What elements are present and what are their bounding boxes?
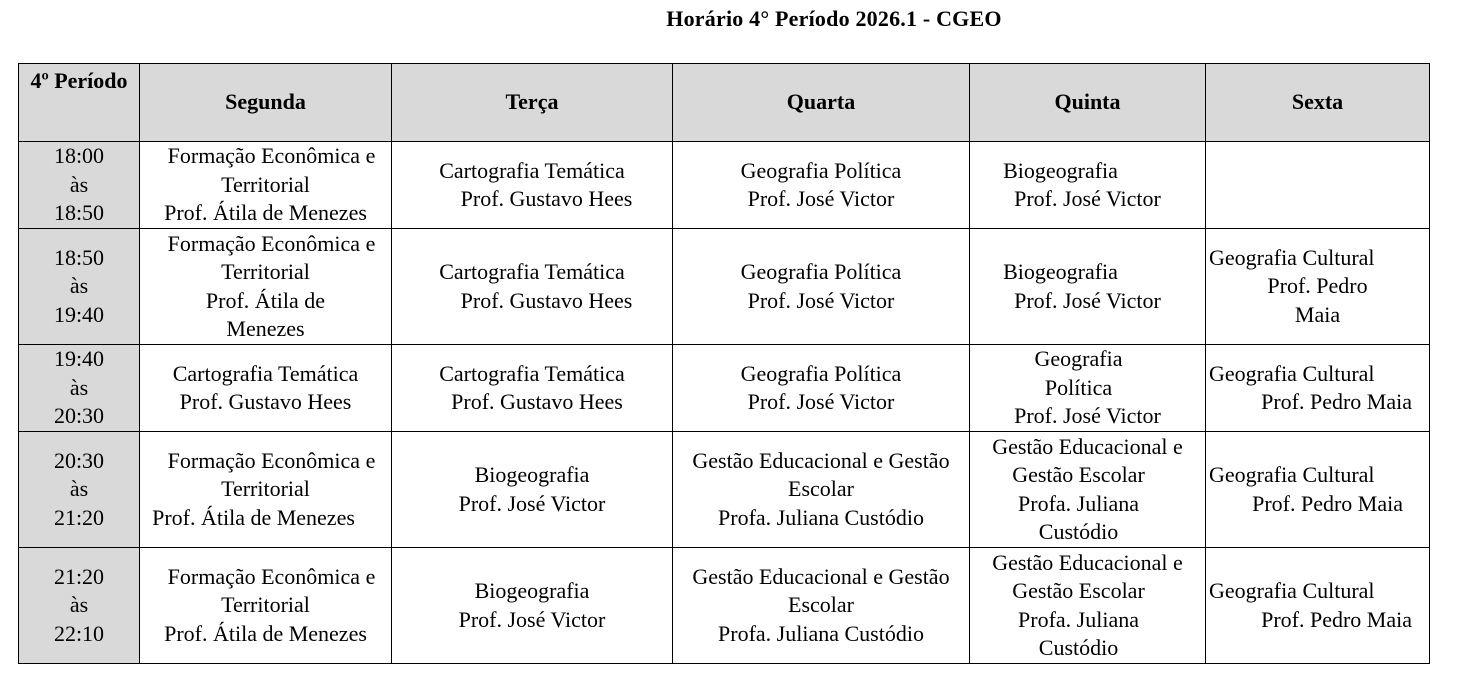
class-cell-terca: Cartografia Temática Prof. Gustavo Hees (392, 345, 673, 432)
class-cell-segunda: Formação Econômica e Territorial Prof. Átila de Menezes (140, 432, 392, 548)
class-cell-segunda: Formação Econômica e Territorial Prof. Átila de Menezes (140, 548, 392, 664)
class-cell-quinta: Gestão Educacional e Gestão Escolar Profa. Juliana Custódio (970, 432, 1206, 548)
class-cell-terca: Cartografia Temática Prof. Gustavo Hees (392, 142, 673, 229)
class-cell-quinta: Biogeografia Prof. José Victor (970, 229, 1206, 345)
period-header: 4º Período (19, 64, 140, 142)
class-cell-quarta: Geografia Política Prof. José Victor (673, 142, 970, 229)
class-cell-terca: Cartografia Temática Prof. Gustavo Hees (392, 229, 673, 345)
class-cell-quarta: Gestão Educacional e Gestão Escolar Profa. Juliana Custódio (673, 548, 970, 664)
table-row (19, 432, 1430, 548)
day-header-terca: Terça (392, 64, 673, 142)
class-cell-segunda: Formação Econômica e Territorial Prof. Átila de Menezes (140, 229, 392, 345)
class-cell-terca: Biogeografia Prof. José Victor (392, 432, 673, 548)
time-slot: 18:00 às 18:50 (19, 142, 140, 229)
table-row (19, 345, 1430, 432)
class-cell-quarta: Geografia Política Prof. José Victor (673, 345, 970, 432)
table-row (19, 142, 1430, 229)
day-header-segunda: Segunda (140, 64, 392, 142)
time-slot: 20:30 às 21:20 (19, 432, 140, 548)
class-cell-sexta: Geografia Cultural Prof. Pedro Maia (1206, 548, 1430, 664)
class-cell-segunda: Cartografia Temática Prof. Gustavo Hees (140, 345, 392, 432)
class-cell-sexta (1206, 142, 1430, 229)
class-cell-sexta: Geografia Cultural Prof. Pedro Maia (1206, 345, 1430, 432)
class-cell-quarta: Geografia Política Prof. José Victor (673, 229, 970, 345)
day-header-quinta: Quinta (970, 64, 1206, 142)
header-row (19, 64, 1430, 142)
table-row (19, 548, 1430, 664)
class-cell-quinta: Geografia Política Prof. José Victor (970, 345, 1206, 432)
day-header-quarta: Quarta (673, 64, 970, 142)
table-row (19, 229, 1430, 345)
class-cell-quarta: Gestão Educacional e Gestão Escolar Profa. Juliana Custódio (673, 432, 970, 548)
time-slot: 19:40 às 20:30 (19, 345, 140, 432)
schedule-table (18, 63, 1430, 664)
class-cell-segunda: Formação Econômica e Territorial Prof. Átila de Menezes (140, 142, 392, 229)
class-cell-quinta: Gestão Educacional e Gestão Escolar Profa. Juliana Custódio (970, 548, 1206, 664)
time-slot: 18:50 às 19:40 (19, 229, 140, 345)
day-header-sexta: Sexta (1206, 64, 1430, 142)
class-cell-quinta: Biogeografia Prof. José Victor (970, 142, 1206, 229)
class-cell-sexta: Geografia Cultural Prof. Pedro Maia (1206, 229, 1430, 345)
class-cell-sexta: Geografia Cultural Prof. Pedro Maia (1206, 432, 1430, 548)
time-slot: 21:20 às 22:10 (19, 548, 140, 664)
class-cell-terca: Biogeografia Prof. José Victor (392, 548, 673, 664)
page-title: Horário 4° Período 2026.1 - CGEO (666, 6, 1002, 31)
